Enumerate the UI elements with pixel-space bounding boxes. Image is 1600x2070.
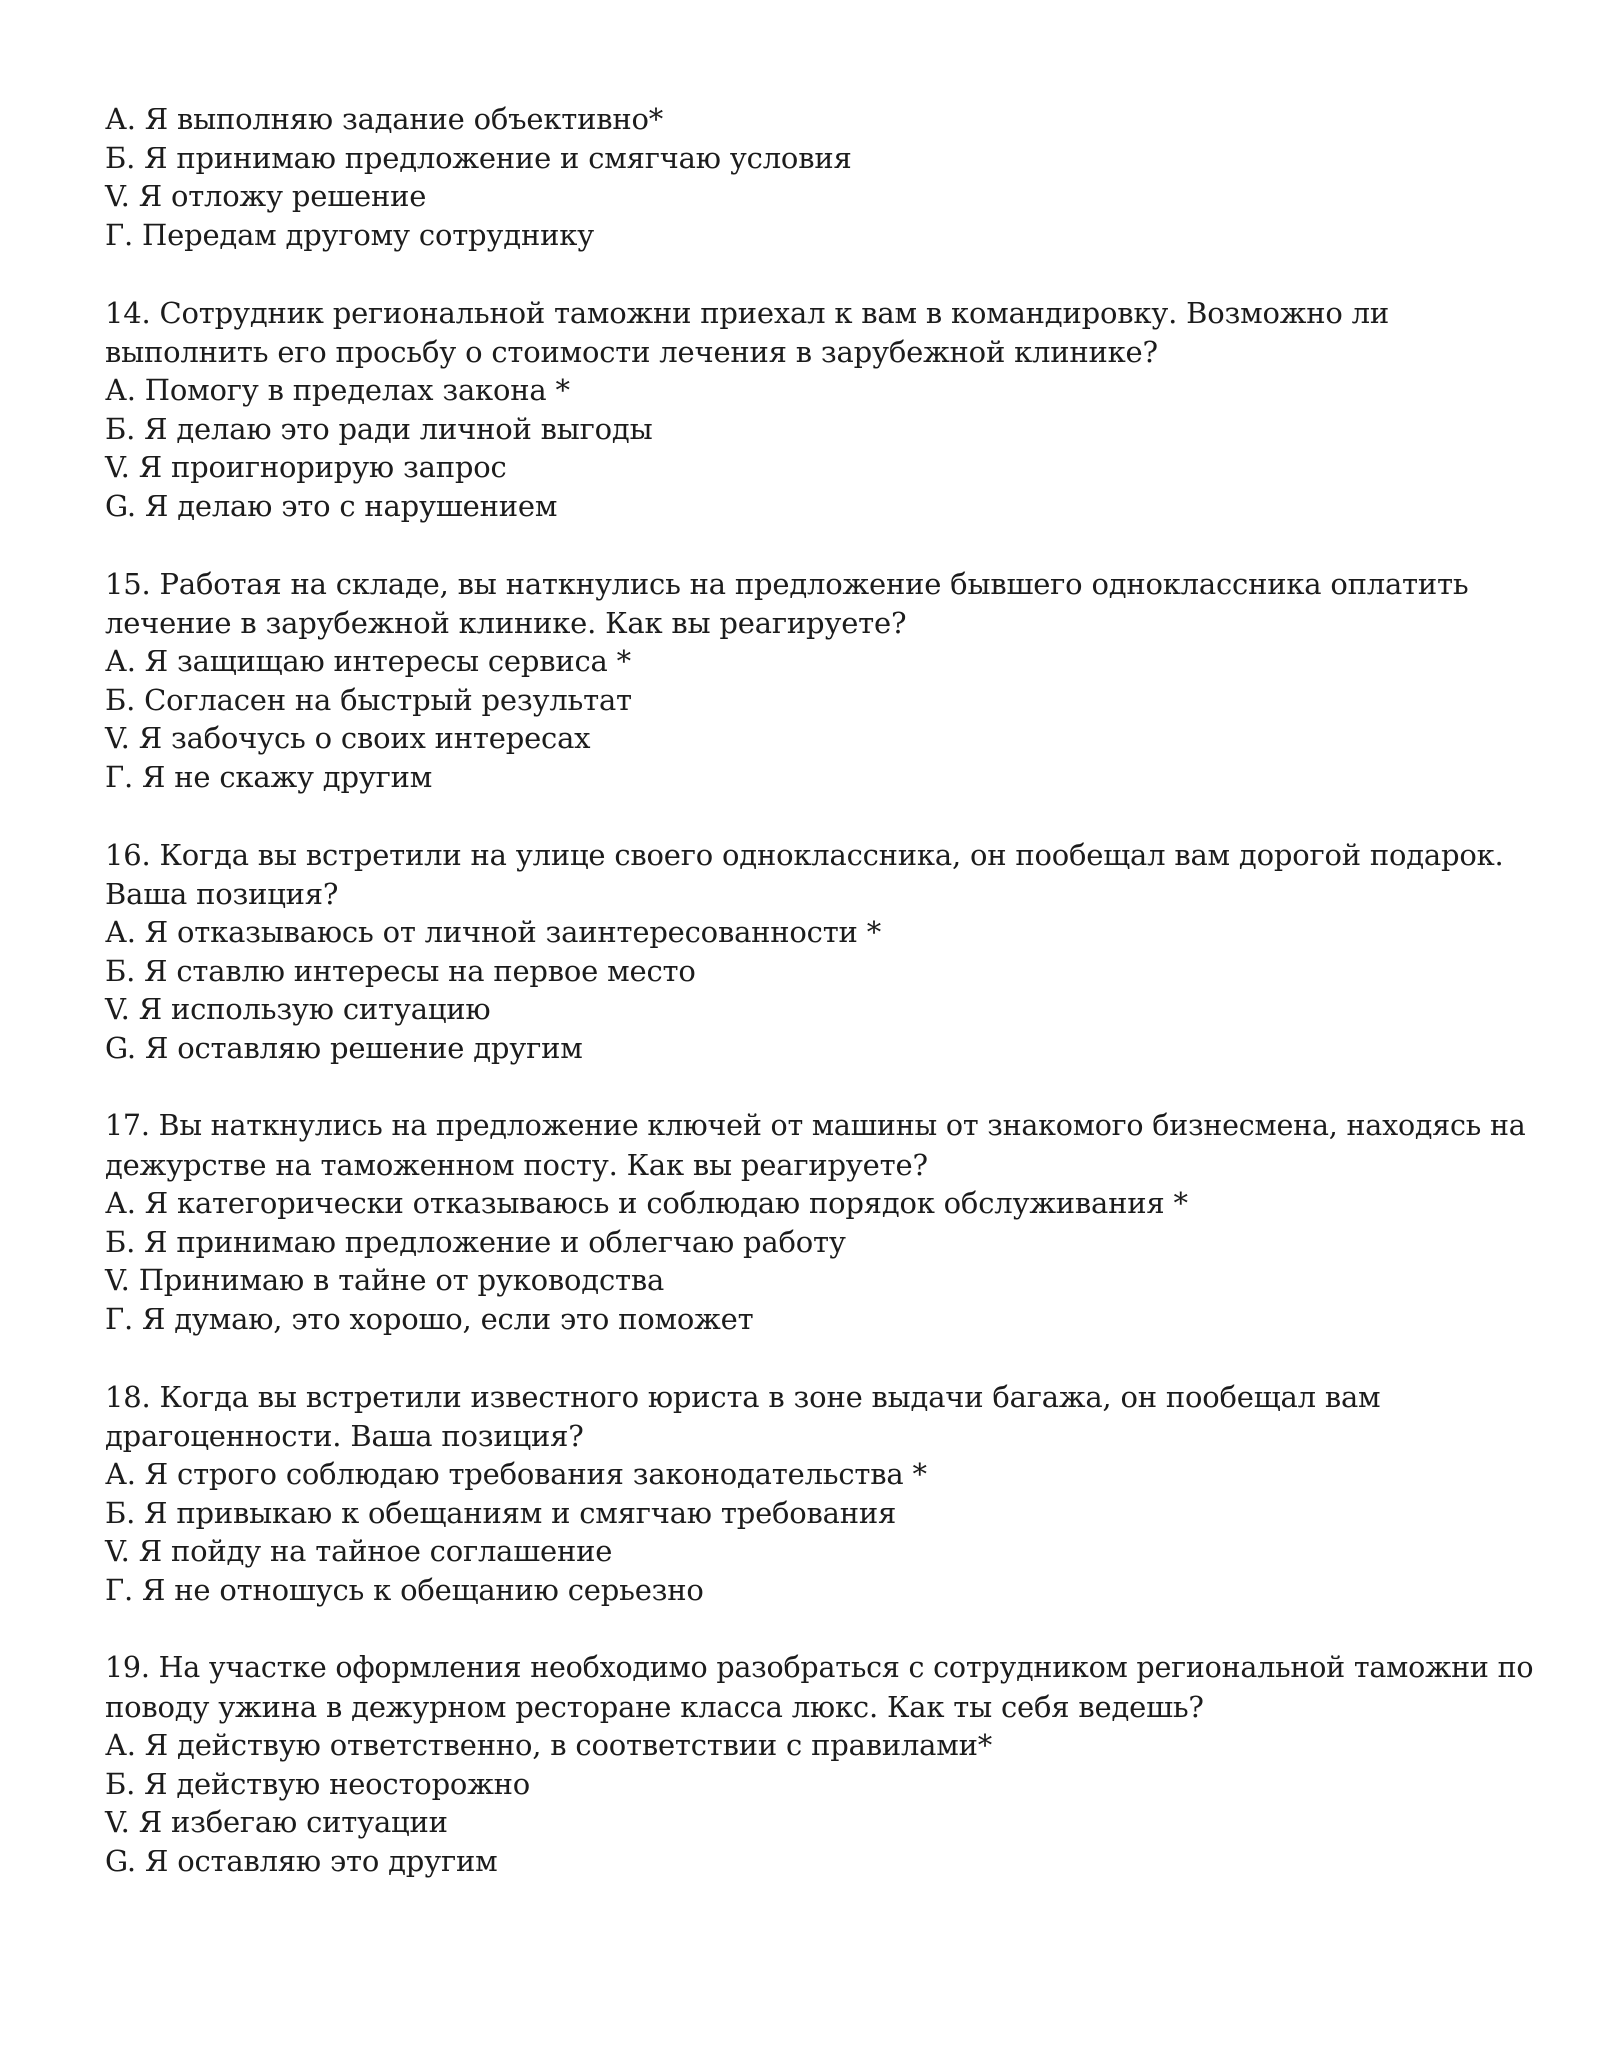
option-b: Б. Я делаю это ради личной выгоды <box>105 411 653 446</box>
question-text-line: 17. Вы наткнулись на предложение ключей от машины от знакомого бизнесмена, находясь на <box>105 1109 1526 1142</box>
question-15 <box>105 565 1545 796</box>
option-b: Б. Я действую неосторожно <box>105 1766 531 1801</box>
option-g: Г. Я не отношусь к обещанию серьезно <box>105 1572 704 1607</box>
question-text-line: 19. На участке оформления необходимо разобраться с сотрудником региональной таможни по <box>105 1651 1534 1684</box>
option-g: G. Я оставляю это другим <box>105 1843 498 1878</box>
question-text-line: 14. Сотрудник региональной таможни приехал к вам в командировку. Возможно ли <box>105 296 1389 330</box>
option-a: А. Я выполняю задание объективно* <box>105 102 664 136</box>
question-text-line: 15. Работая на складе, вы наткнулись на предложение бывшего одноклассника оплатить <box>105 567 1469 601</box>
question-text-line: 16. Когда вы встретили на улице своего одноклассника, он пообещал вам дорогой подарок. <box>105 838 1504 872</box>
question-text-line: поводу ужина в дежурном ресторане класса люкс. Как ты себя ведешь? <box>105 1689 1204 1724</box>
option-v: V. Я использую ситуацию <box>105 992 491 1026</box>
question-text-line: 18. Когда вы встретили известного юриста в зоне выдачи багажа, он пообещал вам <box>105 1380 1381 1414</box>
option-a: А. Я строго соблюдаю требования законодательства * <box>105 1457 927 1491</box>
question-14 <box>105 294 1545 525</box>
option-v: V. Я избегаю ситуации <box>105 1805 448 1839</box>
option-v: V. Я отложу решение <box>105 179 427 213</box>
option-a: А. Я действую ответственно, в соответствии с правилами* <box>105 1728 993 1762</box>
question-17 <box>105 1107 1545 1338</box>
document-page <box>105 100 1545 1920</box>
option-b: Б. Я принимаю предложение и смягчаю условия <box>105 140 852 175</box>
option-g: G. Я делаю это с нарушением <box>105 488 558 523</box>
option-g: Г. Я не скажу другим <box>105 759 433 794</box>
option-b: Б. Согласен на быстрый результат <box>105 682 632 717</box>
option-g: Г. Передам другому сотруднику <box>105 217 594 252</box>
option-b: Б. Я ставлю интересы на первое место <box>105 953 696 988</box>
option-v: V. Я проигнорирую запрос <box>105 450 507 484</box>
question-18 <box>105 1378 1545 1609</box>
question-text-line: Ваша позиция? <box>105 876 339 911</box>
option-v: V. Я пойду на тайное соглашение <box>105 1534 613 1568</box>
option-v: V. Я забочусь о своих интересах <box>105 721 591 755</box>
option-a: А. Я защищаю интересы сервиса * <box>105 644 631 678</box>
option-g: G. Я оставляю решение другим <box>105 1030 583 1065</box>
question-text-line: дежурстве на таможенном посту. Как вы реагируете? <box>105 1147 928 1182</box>
option-b: Б. Я привыкаю к обещаниям и смягчаю требования <box>105 1495 897 1530</box>
question-19 <box>105 1649 1545 1880</box>
option-v: V. Принимаю в тайне от руководства <box>105 1263 665 1297</box>
question-text-line: лечение в зарубежной клинике. Как вы реагируете? <box>105 605 907 640</box>
option-a: А. Помогу в пределах закона * <box>105 373 570 407</box>
option-a: А. Я категорически отказываюсь и соблюдаю порядок обслуживания * <box>105 1186 1188 1220</box>
option-a: А. Я отказываюсь от личной заинтересованности * <box>105 915 882 949</box>
option-g: Г. Я думаю, это хорошо, если это поможет <box>105 1301 754 1336</box>
question-text-line: выполнить его просьбу о стоимости лечения в зарубежной клинике? <box>105 334 1158 369</box>
option-b: Б. Я принимаю предложение и облегчаю работу <box>105 1224 846 1259</box>
question-13-options <box>105 100 1545 254</box>
question-text-line: драгоценности. Ваша позиция? <box>105 1418 584 1453</box>
question-16 <box>105 836 1545 1067</box>
